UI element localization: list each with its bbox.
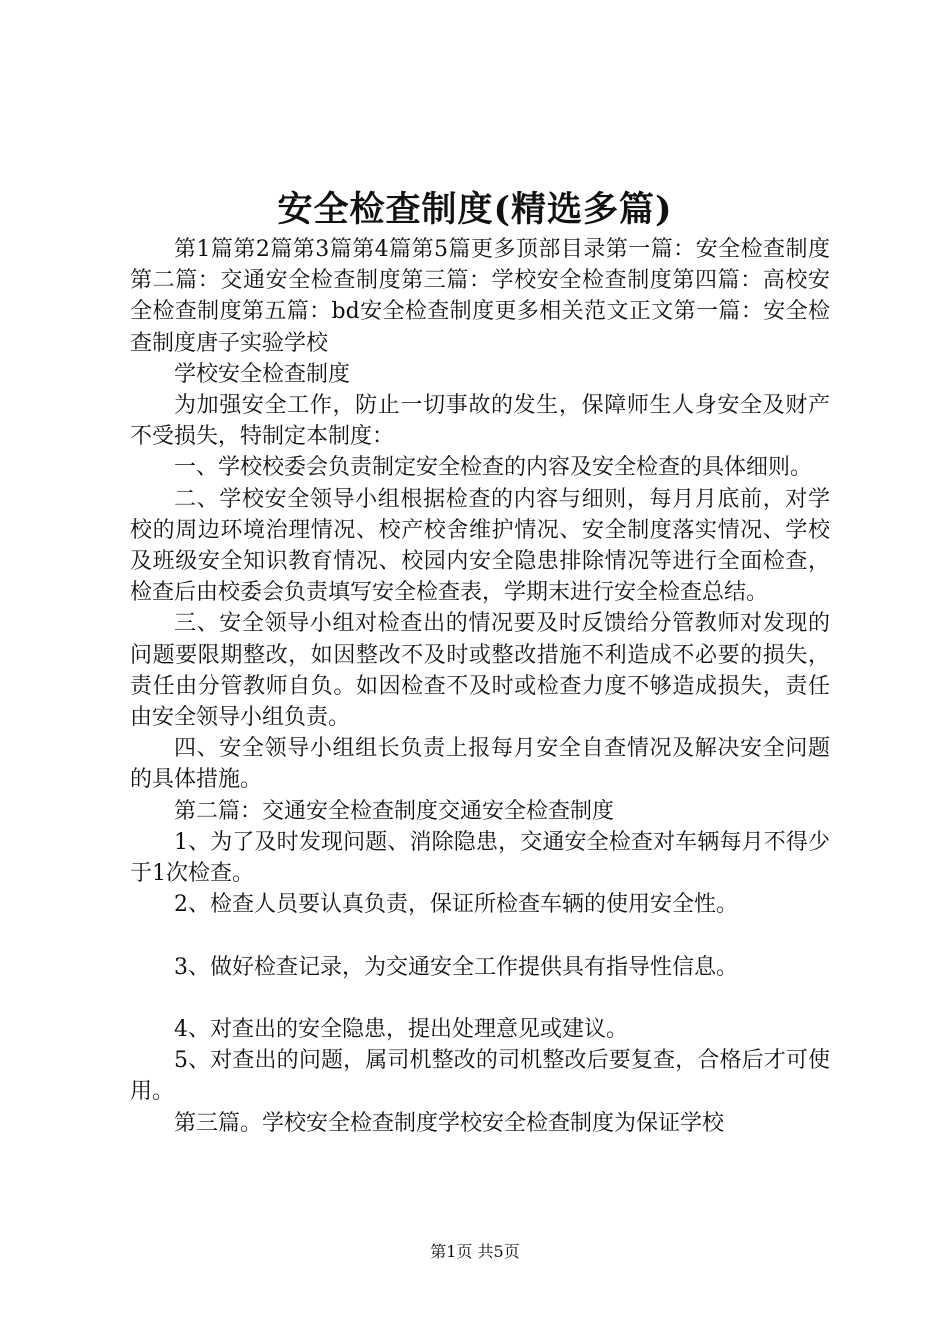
paragraph: 三、安全领导小组对检查出的情况要及时反馈给分管教师对发现的问题要限期整改，如因整改不及时或整改措施不利造成不必要的损失，责任由分管教师自负。如因检查不及时或检查力度不够造成损失，责任由安全领导小组负责。: [130, 611, 830, 731]
blank-line: [130, 983, 830, 1014]
page-footer: 第1页 共5页: [430, 1242, 520, 1261]
paragraph: 学校安全检查制度: [174, 361, 351, 387]
blank-line: [130, 920, 830, 951]
paragraph: 第二篇：交通安全检查制度交通安全检查制度: [174, 798, 615, 824]
paragraph: 1、为了及时发现问题、消除隐患，交通安全检查对车辆每月不得少于1次检查。: [130, 829, 830, 887]
paragraph: 4、对查出的安全隐患，提出处理意见或建议。: [174, 1017, 628, 1043]
document-body: [130, 234, 830, 1139]
paragraph: 二、学校安全领导小组根据检查的内容与细则，每月月底前，对学校的周边环境治理情况、校产校舍维护情况、安全制度落实情况、学校及班级安全知识教育情况、校园内安全隐患排除情况等进行全面检查，检查后由校委会负责填写安全检查表，学期末进行安全检查总结。: [130, 486, 830, 606]
paragraph: 5、对查出的问题，属司机整改的司机整改后要复查，合格后才可使用。: [130, 1048, 830, 1105]
paragraph: 2、检查人员要认真负责，保证所检查车辆的使用安全性。: [174, 892, 738, 918]
paragraph: 3、做好检查记录，为交通安全工作提供具有指导性信息。: [174, 954, 738, 980]
paragraph: 一、学校校委会负责制定安全检查的内容及安全检查的具体细则。: [174, 455, 813, 481]
paragraph: 第三篇。学校安全检查制度学校安全检查制度为保证学校: [174, 1110, 725, 1136]
document-title: 安全检查制度(精选多篇): [277, 189, 673, 230]
paragraph: 第1篇第2篇第3篇第4篇第5篇更多顶部目录第一篇：安全检查制度第二篇：交通安全检查制度第三篇：学校安全检查制度第四篇：高校安全检查制度第五篇：bd安全检查制度更多相关范文正文第一篇：安全检查制度唐子实验学校: [130, 237, 830, 356]
paragraph: 四、安全领导小组组长负责上报每月安全自查情况及解决安全问题的具体措施。: [130, 736, 830, 793]
paragraph: 为加强安全工作，防止一切事故的发生，保障师生人身安全及财产不受损失，特制定本制度：: [130, 393, 830, 450]
